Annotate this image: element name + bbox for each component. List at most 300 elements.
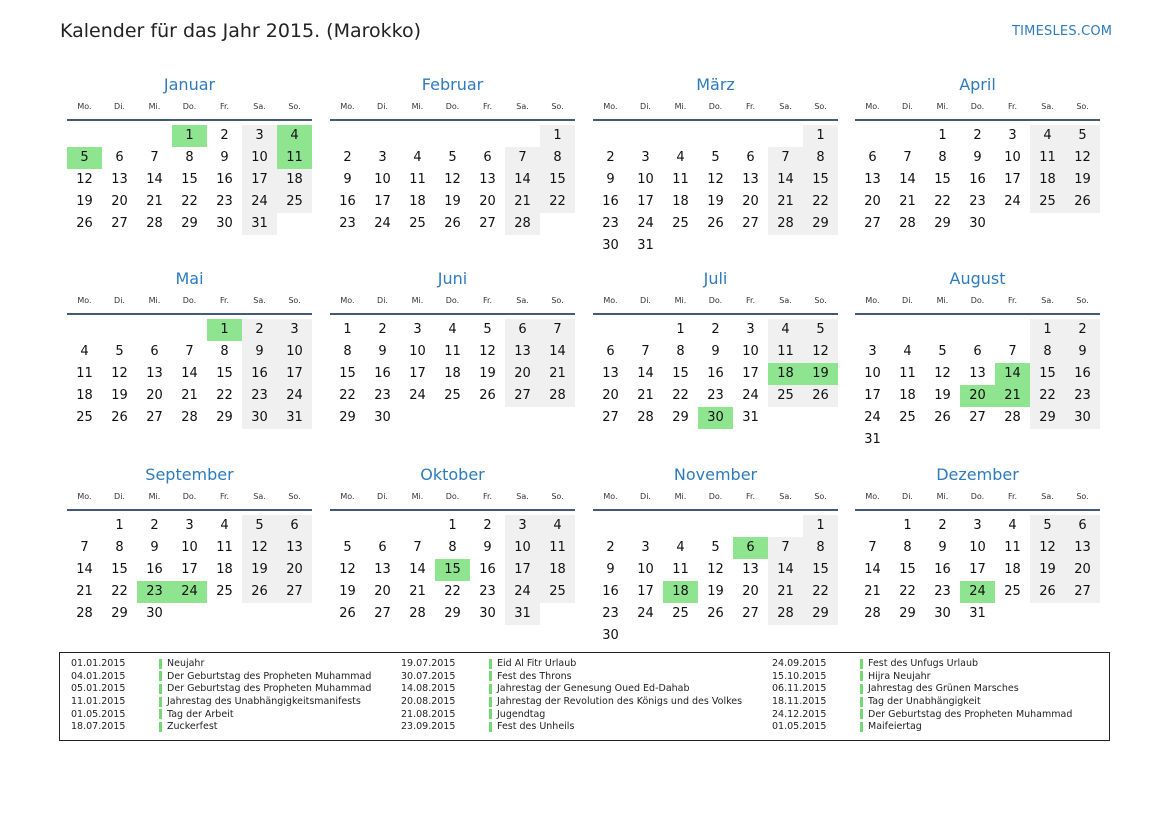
day-cell[interactable]: 9: [973, 150, 982, 165]
day-cell[interactable]: 15: [803, 559, 838, 581]
day-cell[interactable]: 30: [216, 216, 233, 231]
day-cell[interactable]: 20: [277, 559, 312, 581]
day-cell[interactable]: 14: [864, 562, 881, 577]
day-cell[interactable]: 29: [803, 213, 838, 235]
day-cell[interactable]: 6: [1065, 515, 1100, 537]
day-cell[interactable]: 23: [602, 606, 619, 621]
day-cell[interactable]: 9: [938, 540, 947, 555]
day-cell[interactable]: 14: [181, 366, 198, 381]
day-cell[interactable]: 14: [768, 559, 803, 581]
day-cell[interactable]: 3: [185, 518, 194, 533]
day-cell[interactable]: 25: [216, 584, 233, 599]
day-cell[interactable]: 9: [343, 172, 352, 187]
day-cell[interactable]: 11: [672, 172, 689, 187]
day-cell[interactable]: 16: [339, 194, 356, 209]
day-cell[interactable]: 25: [899, 410, 916, 425]
day-cell[interactable]: 23: [242, 385, 277, 407]
day-cell-holiday[interactable]: 14: [995, 363, 1030, 385]
day-cell[interactable]: 28: [540, 385, 575, 407]
day-cell[interactable]: 3: [746, 322, 755, 337]
day-cell[interactable]: 17: [969, 562, 986, 577]
day-cell[interactable]: 19: [76, 194, 93, 209]
day-cell[interactable]: 28: [768, 213, 803, 235]
day-cell[interactable]: 21: [146, 194, 163, 209]
day-cell[interactable]: 27: [742, 606, 759, 621]
day-cell[interactable]: 3: [242, 125, 277, 147]
day-cell[interactable]: 1: [803, 125, 838, 147]
day-cell[interactable]: 7: [150, 150, 159, 165]
day-cell[interactable]: 26: [803, 385, 838, 407]
day-cell[interactable]: 12: [479, 344, 496, 359]
day-cell[interactable]: 30: [242, 407, 277, 429]
day-cell[interactable]: 5: [242, 515, 277, 537]
day-cell[interactable]: 29: [339, 410, 356, 425]
day-cell[interactable]: 21: [540, 363, 575, 385]
day-cell[interactable]: 6: [606, 344, 615, 359]
day-cell[interactable]: 6: [973, 344, 982, 359]
day-cell[interactable]: 1: [540, 125, 575, 147]
day-cell[interactable]: 11: [216, 540, 233, 555]
day-cell[interactable]: 10: [181, 540, 198, 555]
day-cell[interactable]: 18: [409, 194, 426, 209]
day-cell[interactable]: 22: [672, 388, 689, 403]
day-cell[interactable]: 29: [934, 216, 951, 231]
day-cell[interactable]: 17: [374, 194, 391, 209]
day-cell[interactable]: 13: [742, 172, 759, 187]
day-cell[interactable]: 31: [864, 432, 881, 447]
day-cell[interactable]: 21: [181, 388, 198, 403]
day-cell-holiday[interactable]: 20: [960, 385, 995, 407]
day-cell[interactable]: 21: [899, 194, 916, 209]
day-cell[interactable]: 7: [641, 344, 650, 359]
day-cell[interactable]: 4: [80, 344, 89, 359]
day-cell[interactable]: 23: [479, 584, 496, 599]
day-cell[interactable]: 10: [1004, 150, 1021, 165]
day-cell-holiday[interactable]: 18: [663, 581, 698, 603]
day-cell[interactable]: 12: [444, 172, 461, 187]
day-cell[interactable]: 3: [505, 515, 540, 537]
day-cell[interactable]: 8: [938, 150, 947, 165]
day-cell[interactable]: 27: [505, 385, 540, 407]
day-cell[interactable]: 7: [80, 540, 89, 555]
day-cell[interactable]: 16: [602, 194, 619, 209]
day-cell[interactable]: 3: [378, 150, 387, 165]
day-cell[interactable]: 4: [540, 515, 575, 537]
day-cell-holiday[interactable]: 24: [960, 581, 995, 603]
day-cell[interactable]: 17: [637, 194, 654, 209]
day-cell[interactable]: 16: [374, 366, 391, 381]
day-cell[interactable]: 25: [76, 410, 93, 425]
day-cell[interactable]: 1: [1030, 319, 1065, 341]
day-cell[interactable]: 18: [277, 169, 312, 191]
day-cell[interactable]: 4: [676, 150, 685, 165]
day-cell[interactable]: 17: [277, 363, 312, 385]
day-cell[interactable]: 12: [111, 366, 128, 381]
day-cell[interactable]: 25: [672, 216, 689, 231]
day-cell[interactable]: 11: [409, 172, 426, 187]
day-cell-holiday[interactable]: 11: [277, 147, 312, 169]
day-cell[interactable]: 8: [448, 540, 457, 555]
day-cell[interactable]: 8: [343, 344, 352, 359]
day-cell[interactable]: 23: [969, 194, 986, 209]
day-cell[interactable]: 28: [1004, 410, 1021, 425]
day-cell[interactable]: 30: [602, 628, 619, 643]
day-cell[interactable]: 5: [1030, 515, 1065, 537]
day-cell[interactable]: 4: [768, 319, 803, 341]
day-cell[interactable]: 13: [505, 341, 540, 363]
day-cell[interactable]: 25: [409, 216, 426, 231]
day-cell[interactable]: 26: [242, 581, 277, 603]
day-cell[interactable]: 3: [1008, 128, 1017, 143]
day-cell[interactable]: 16: [216, 172, 233, 187]
day-cell[interactable]: 15: [540, 169, 575, 191]
day-cell[interactable]: 20: [864, 194, 881, 209]
day-cell[interactable]: 7: [413, 540, 422, 555]
day-cell-holiday[interactable]: 21: [995, 385, 1030, 407]
day-cell[interactable]: 27: [864, 216, 881, 231]
day-cell[interactable]: 19: [934, 388, 951, 403]
day-cell[interactable]: 18: [216, 562, 233, 577]
day-cell[interactable]: 2: [1065, 319, 1100, 341]
day-cell[interactable]: 27: [969, 410, 986, 425]
day-cell[interactable]: 15: [339, 366, 356, 381]
day-cell[interactable]: 30: [146, 606, 163, 621]
day-cell-holiday[interactable]: 5: [67, 147, 102, 169]
day-cell[interactable]: 24: [374, 216, 391, 231]
day-cell[interactable]: 31: [969, 606, 986, 621]
day-cell[interactable]: 26: [76, 216, 93, 231]
day-cell[interactable]: 16: [479, 562, 496, 577]
day-cell[interactable]: 11: [76, 366, 93, 381]
day-cell[interactable]: 13: [374, 562, 391, 577]
day-cell[interactable]: 6: [150, 344, 159, 359]
day-cell[interactable]: 12: [76, 172, 93, 187]
day-cell[interactable]: 13: [479, 172, 496, 187]
day-cell[interactable]: 18: [444, 366, 461, 381]
day-cell[interactable]: 12: [934, 366, 951, 381]
day-cell[interactable]: 22: [899, 584, 916, 599]
day-cell[interactable]: 7: [868, 540, 877, 555]
day-cell-holiday[interactable]: 24: [172, 581, 207, 603]
day-cell[interactable]: 1: [343, 322, 352, 337]
day-cell[interactable]: 28: [146, 216, 163, 231]
day-cell[interactable]: 19: [1065, 169, 1100, 191]
day-cell[interactable]: 28: [899, 216, 916, 231]
day-cell[interactable]: 8: [540, 147, 575, 169]
day-cell[interactable]: 6: [746, 150, 755, 165]
day-cell[interactable]: 20: [374, 584, 391, 599]
day-cell[interactable]: 8: [903, 540, 912, 555]
day-cell[interactable]: 20: [602, 388, 619, 403]
day-cell[interactable]: 29: [111, 606, 128, 621]
day-cell[interactable]: 20: [505, 363, 540, 385]
day-cell[interactable]: 25: [444, 388, 461, 403]
day-cell[interactable]: 7: [903, 150, 912, 165]
day-cell[interactable]: 3: [277, 319, 312, 341]
day-cell[interactable]: 12: [1065, 147, 1100, 169]
day-cell[interactable]: 22: [216, 388, 233, 403]
day-cell[interactable]: 17: [242, 169, 277, 191]
day-cell[interactable]: 28: [637, 410, 654, 425]
day-cell[interactable]: 14: [899, 172, 916, 187]
day-cell[interactable]: 22: [181, 194, 198, 209]
day-cell[interactable]: 18: [672, 194, 689, 209]
day-cell[interactable]: 27: [374, 606, 391, 621]
day-cell[interactable]: 15: [1030, 363, 1065, 385]
day-cell[interactable]: 15: [934, 172, 951, 187]
day-cell[interactable]: 1: [676, 322, 685, 337]
day-cell[interactable]: 3: [641, 150, 650, 165]
day-cell[interactable]: 16: [602, 584, 619, 599]
day-cell[interactable]: 6: [378, 540, 387, 555]
day-cell[interactable]: 8: [115, 540, 124, 555]
day-cell[interactable]: 5: [711, 150, 720, 165]
day-cell[interactable]: 22: [444, 584, 461, 599]
day-cell[interactable]: 7: [185, 344, 194, 359]
day-cell[interactable]: 11: [1030, 147, 1065, 169]
day-cell[interactable]: 17: [637, 584, 654, 599]
day-cell[interactable]: 9: [1065, 341, 1100, 363]
day-cell[interactable]: 27: [479, 216, 496, 231]
day-cell[interactable]: 1: [903, 518, 912, 533]
day-cell[interactable]: 24: [277, 385, 312, 407]
day-cell[interactable]: 28: [76, 606, 93, 621]
day-cell[interactable]: 17: [181, 562, 198, 577]
day-cell[interactable]: 18: [1004, 562, 1021, 577]
day-cell[interactable]: 25: [277, 191, 312, 213]
day-cell[interactable]: 19: [707, 584, 724, 599]
day-cell[interactable]: 30: [969, 216, 986, 231]
day-cell[interactable]: 11: [1004, 540, 1021, 555]
day-cell[interactable]: 18: [1030, 169, 1065, 191]
day-cell[interactable]: 2: [220, 128, 229, 143]
day-cell[interactable]: 13: [111, 172, 128, 187]
day-cell[interactable]: 19: [707, 194, 724, 209]
day-cell[interactable]: 28: [864, 606, 881, 621]
day-cell[interactable]: 29: [672, 410, 689, 425]
day-cell[interactable]: 13: [969, 366, 986, 381]
day-cell[interactable]: 4: [448, 322, 457, 337]
day-cell[interactable]: 7: [1008, 344, 1017, 359]
day-cell[interactable]: 10: [505, 537, 540, 559]
day-cell[interactable]: 9: [606, 172, 615, 187]
day-cell[interactable]: 22: [339, 388, 356, 403]
day-cell[interactable]: 5: [448, 150, 457, 165]
day-cell[interactable]: 5: [938, 344, 947, 359]
day-cell[interactable]: 24: [1004, 194, 1021, 209]
day-cell[interactable]: 14: [505, 169, 540, 191]
day-cell[interactable]: 19: [444, 194, 461, 209]
day-cell[interactable]: 19: [1030, 559, 1065, 581]
day-cell[interactable]: 20: [111, 194, 128, 209]
day-cell[interactable]: 16: [242, 363, 277, 385]
day-cell[interactable]: 19: [242, 559, 277, 581]
day-cell[interactable]: 1: [938, 128, 947, 143]
day-cell[interactable]: 2: [606, 540, 615, 555]
day-cell[interactable]: 12: [242, 537, 277, 559]
day-cell[interactable]: 30: [934, 606, 951, 621]
day-cell-holiday[interactable]: 15: [435, 559, 470, 581]
day-cell[interactable]: 13: [277, 537, 312, 559]
day-cell[interactable]: 29: [899, 606, 916, 621]
day-cell[interactable]: 21: [409, 584, 426, 599]
day-cell[interactable]: 26: [1030, 581, 1065, 603]
day-cell[interactable]: 8: [676, 344, 685, 359]
day-cell-holiday[interactable]: 4: [277, 125, 312, 147]
day-cell[interactable]: 2: [711, 322, 720, 337]
day-cell[interactable]: 5: [1065, 125, 1100, 147]
day-cell[interactable]: 29: [803, 603, 838, 625]
day-cell[interactable]: 8: [803, 147, 838, 169]
day-cell[interactable]: 10: [242, 147, 277, 169]
day-cell[interactable]: 9: [378, 344, 387, 359]
day-cell[interactable]: 26: [1065, 191, 1100, 213]
day-cell[interactable]: 29: [216, 410, 233, 425]
day-cell[interactable]: 28: [181, 410, 198, 425]
day-cell[interactable]: 24: [637, 216, 654, 231]
day-cell[interactable]: 27: [146, 410, 163, 425]
day-cell[interactable]: 10: [864, 366, 881, 381]
day-cell[interactable]: 23: [374, 388, 391, 403]
day-cell[interactable]: 10: [637, 172, 654, 187]
day-cell[interactable]: 10: [409, 344, 426, 359]
day-cell[interactable]: 5: [115, 344, 124, 359]
day-cell[interactable]: 3: [868, 344, 877, 359]
day-cell-holiday[interactable]: 30: [698, 407, 733, 429]
day-cell[interactable]: 10: [374, 172, 391, 187]
day-cell[interactable]: 5: [803, 319, 838, 341]
day-cell[interactable]: 23: [216, 194, 233, 209]
day-cell[interactable]: 9: [606, 562, 615, 577]
day-cell[interactable]: 8: [803, 537, 838, 559]
day-cell[interactable]: 16: [1065, 363, 1100, 385]
day-cell[interactable]: 20: [1065, 559, 1100, 581]
day-cell[interactable]: 26: [339, 606, 356, 621]
day-cell[interactable]: 26: [444, 216, 461, 231]
day-cell-holiday[interactable]: 1: [207, 319, 242, 341]
day-cell[interactable]: 24: [505, 581, 540, 603]
day-cell[interactable]: 3: [641, 540, 650, 555]
day-cell[interactable]: 22: [540, 191, 575, 213]
day-cell[interactable]: 23: [602, 216, 619, 231]
day-cell[interactable]: 11: [768, 341, 803, 363]
day-cell[interactable]: 20: [742, 584, 759, 599]
day-cell[interactable]: 26: [479, 388, 496, 403]
day-cell[interactable]: 30: [602, 238, 619, 253]
day-cell[interactable]: 16: [934, 562, 951, 577]
day-cell[interactable]: 17: [742, 366, 759, 381]
day-cell[interactable]: 29: [1030, 407, 1065, 429]
day-cell-holiday[interactable]: 1: [172, 125, 207, 147]
day-cell[interactable]: 23: [339, 216, 356, 231]
day-cell[interactable]: 12: [339, 562, 356, 577]
day-cell[interactable]: 27: [602, 410, 619, 425]
day-cell[interactable]: 20: [146, 388, 163, 403]
day-cell[interactable]: 11: [444, 344, 461, 359]
day-cell[interactable]: 15: [181, 172, 198, 187]
day-cell[interactable]: 28: [768, 603, 803, 625]
day-cell[interactable]: 18: [540, 559, 575, 581]
day-cell[interactable]: 16: [146, 562, 163, 577]
day-cell[interactable]: 6: [483, 150, 492, 165]
day-cell[interactable]: 25: [1030, 191, 1065, 213]
day-cell[interactable]: 9: [242, 341, 277, 363]
day-cell[interactable]: 29: [181, 216, 198, 231]
day-cell[interactable]: 15: [803, 169, 838, 191]
day-cell[interactable]: 18: [76, 388, 93, 403]
day-cell[interactable]: 2: [938, 518, 947, 533]
day-cell[interactable]: 12: [707, 172, 724, 187]
day-cell[interactable]: 10: [969, 540, 986, 555]
day-cell[interactable]: 16: [969, 172, 986, 187]
day-cell[interactable]: 26: [707, 216, 724, 231]
day-cell[interactable]: 15: [899, 562, 916, 577]
day-cell[interactable]: 31: [277, 407, 312, 429]
day-cell[interactable]: 10: [637, 562, 654, 577]
day-cell[interactable]: 6: [277, 515, 312, 537]
day-cell[interactable]: 29: [444, 606, 461, 621]
day-cell[interactable]: 14: [540, 341, 575, 363]
day-cell[interactable]: 10: [277, 341, 312, 363]
day-cell[interactable]: 30: [374, 410, 391, 425]
day-cell[interactable]: 2: [973, 128, 982, 143]
day-cell[interactable]: 3: [973, 518, 982, 533]
day-cell[interactable]: 9: [483, 540, 492, 555]
day-cell[interactable]: 5: [483, 322, 492, 337]
day-cell[interactable]: 25: [768, 385, 803, 407]
day-cell[interactable]: 26: [934, 410, 951, 425]
day-cell[interactable]: 24: [864, 410, 881, 425]
day-cell[interactable]: 27: [1065, 581, 1100, 603]
day-cell-holiday[interactable]: 23: [137, 581, 172, 603]
day-cell[interactable]: 1: [115, 518, 124, 533]
day-cell[interactable]: 19: [479, 366, 496, 381]
day-cell[interactable]: 22: [803, 191, 838, 213]
day-cell[interactable]: 16: [707, 366, 724, 381]
day-cell[interactable]: 4: [676, 540, 685, 555]
day-cell[interactable]: 15: [216, 366, 233, 381]
day-cell[interactable]: 31: [742, 410, 759, 425]
day-cell[interactable]: 4: [220, 518, 229, 533]
day-cell[interactable]: 14: [409, 562, 426, 577]
day-cell[interactable]: 22: [111, 584, 128, 599]
day-cell[interactable]: 2: [606, 150, 615, 165]
day-cell[interactable]: 12: [1030, 537, 1065, 559]
day-cell[interactable]: 3: [413, 322, 422, 337]
day-cell[interactable]: 20: [742, 194, 759, 209]
day-cell[interactable]: 1: [448, 518, 457, 533]
day-cell[interactable]: 21: [76, 584, 93, 599]
day-cell[interactable]: 12: [707, 562, 724, 577]
day-cell[interactable]: 2: [343, 150, 352, 165]
day-cell[interactable]: 25: [1004, 584, 1021, 599]
day-cell[interactable]: 25: [540, 581, 575, 603]
day-cell[interactable]: 19: [111, 388, 128, 403]
day-cell[interactable]: 2: [483, 518, 492, 533]
day-cell[interactable]: 30: [1065, 407, 1100, 429]
day-cell[interactable]: 7: [505, 147, 540, 169]
day-cell[interactable]: 9: [150, 540, 159, 555]
day-cell[interactable]: 17: [409, 366, 426, 381]
day-cell[interactable]: 17: [505, 559, 540, 581]
day-cell[interactable]: 13: [742, 562, 759, 577]
day-cell[interactable]: 21: [505, 191, 540, 213]
day-cell[interactable]: 24: [242, 191, 277, 213]
day-cell[interactable]: 24: [742, 388, 759, 403]
day-cell[interactable]: 7: [768, 147, 803, 169]
day-cell[interactable]: 5: [343, 540, 352, 555]
day-cell[interactable]: 18: [899, 388, 916, 403]
